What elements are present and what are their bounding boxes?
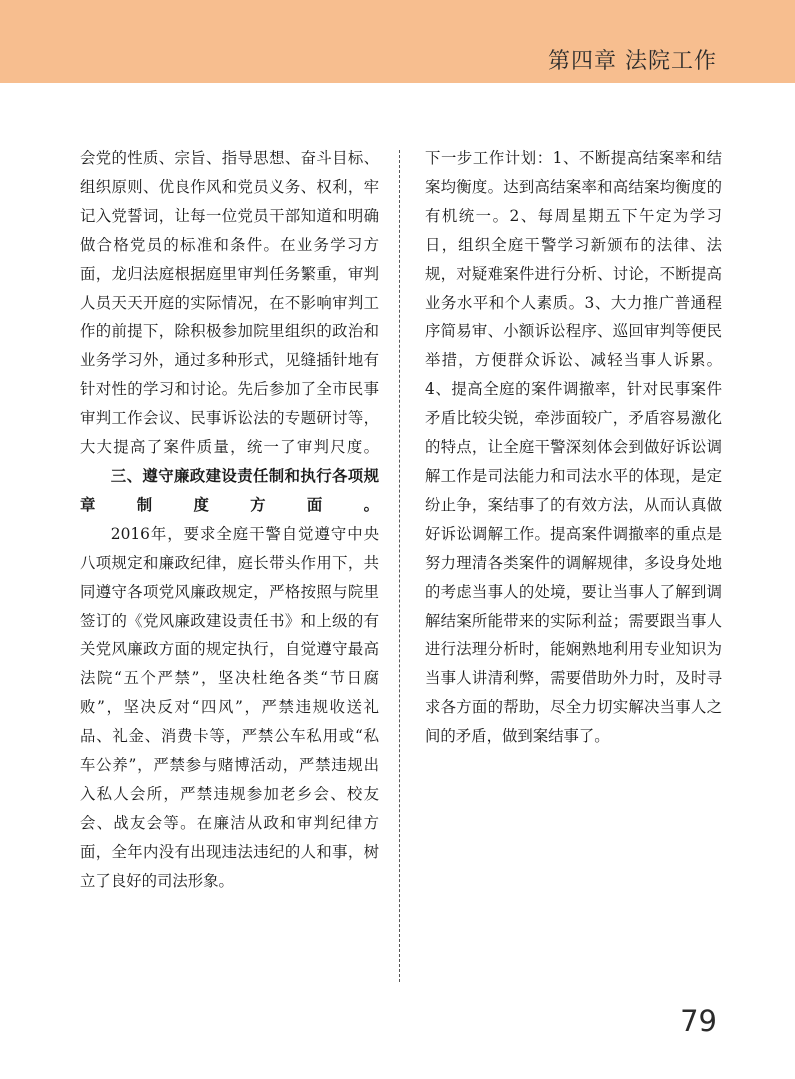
left-text-column bbox=[80, 144, 379, 896]
left-paragraph-1: 会党的性质、宗旨、指导思想、奋斗目标、组织原则、优良作风和党员义务、权利，牢记入党誓词，让每一位党员干部知道和明确做合格党员的标准和条件。在业务学习方面，龙归法庭根据庭里审判任务繁重，审判人员天天开庭的实际情况，在不影响审判工作的前提下，除积极参加院里组织的政治和业务学习外，通过多种形式，见缝插针地有针对性的学习和讨论。先后参加了全市民事审判工作会议、民事诉讼法的专题研讨等，大大提高了案件质量，统一了审判尺度。 bbox=[80, 149, 379, 457]
left-paragraph-2: 2016年，要求全庭干警自觉遵守中央八项规定和廉政纪律，庭长带头作用下，共同遵守各项党风廉政规定，严格按照与院里签订的《党风廉政建设责任书》和上级的有关党风廉政方面的规定执行，自觉遵守最高法院“五个严禁”，坚决杜绝各类“节日腐败”，坚决反对“四风”，严禁违规收送礼品、礼金、消费卡等，严禁公车私用或“私车公养”，严禁参与赌博活动，严禁违规出入私人会所，严禁违规参加老乡会、校友会、战友会等。在廉洁从政和审判纪律方面，全年内没有出现违法违纪的人和事，树立了良好的司法形象。 bbox=[80, 524, 379, 890]
chapter-title: 第四章 法院工作 bbox=[548, 49, 717, 74]
right-paragraph-1: 下一步工作计划：1、不断提高结案率和结案均衡度。达到高结案率和高结案均衡度的有机统一。2、每周星期五下午定为学习日，组织全庭干警学习新颁布的法律、法规，对疑难案件进行分析、讨论，不断提高业务水平和个人素质。3、大力推广普通程序简易审、小额诉讼程序、巡回审判等便民举措，方便群众诉讼、减轻当事人诉累。4、提高全庭的案件调撤率，针对民事案件矛盾比较尖锐，牵涉面较广，矛盾容易激化的特点，让全庭干警深刻体会到做好诉讼调解工作是司法能力和司法水平的体现，是定纷止争，案结事了的有效方法，从而认真做好诉讼调解工作。提高案件调撤率的重点是努力理清各类案件的调解规律，多设身处地的考虑当事人的处境，要让当事人了解到调解结案所能带来的实际利益；需要跟当事人进行法理分析时，能娴熟地利用专业知识为当事人讲清利弊，需要借助外力时，及时寻求各方面的帮助，尽全力切实解决当事人之间的矛盾，做到案结事了。 bbox=[425, 149, 722, 746]
right-text-column bbox=[425, 144, 722, 751]
chapter-header-band bbox=[0, 0, 795, 83]
section-heading: 三、遵守廉政建设责任制和执行各项规章制度方面。 bbox=[80, 466, 379, 514]
column-divider bbox=[399, 150, 400, 982]
page-number: 79 bbox=[680, 1004, 717, 1038]
